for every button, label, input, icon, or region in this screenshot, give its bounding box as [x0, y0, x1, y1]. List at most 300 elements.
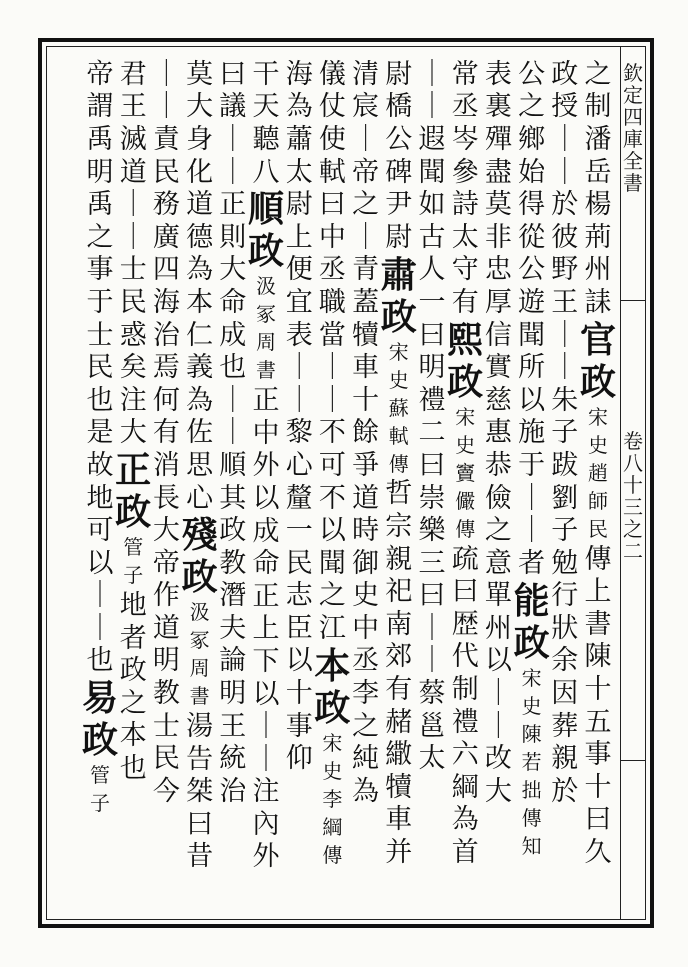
text-char: 恭: [484, 449, 512, 481]
citation-char: 傳: [521, 805, 542, 830]
citation-char: 趙: [588, 460, 608, 485]
text-char: 故: [86, 449, 114, 481]
text-char: 思: [186, 449, 214, 481]
headword-char: 政: [380, 295, 417, 338]
text-char: 碑: [385, 156, 413, 188]
text-char: 明: [152, 645, 180, 677]
text-char: 事: [285, 710, 313, 742]
text-char: 親: [551, 743, 579, 775]
text-char: 曰: [418, 449, 446, 481]
text-char: 常: [451, 58, 479, 90]
text-char: 天: [252, 91, 280, 123]
text-char: 宗: [385, 510, 413, 542]
text-char: 崇: [418, 482, 446, 514]
text-char: 今: [152, 775, 180, 807]
text-char: 莫: [484, 189, 512, 221]
text-char: 二: [418, 417, 446, 449]
text-char: 為: [352, 775, 380, 807]
text-char: 志: [285, 580, 313, 612]
text-char: 有: [385, 673, 413, 705]
text-char: 民: [119, 286, 147, 318]
text-char: 仁: [186, 319, 214, 351]
text-char: 可: [318, 449, 346, 481]
text-char: 惠: [484, 417, 512, 449]
headword-char: 順: [247, 188, 284, 231]
text-char: 不: [318, 482, 346, 514]
text-char: 上: [285, 221, 313, 253]
text-char: 始: [518, 156, 546, 188]
text-char: 湯: [186, 711, 214, 743]
citation-char: 管: [123, 535, 144, 560]
text-char: ｜: [285, 352, 313, 384]
text-char: 十: [352, 384, 380, 416]
text-char: 車: [385, 804, 413, 836]
text-char: 上: [584, 576, 612, 608]
text-char: 從: [518, 221, 546, 253]
text-char: 也: [219, 352, 247, 384]
citation-char: 史: [322, 758, 343, 783]
text-char: 鄉: [518, 123, 546, 155]
citation-char: 冢: [189, 628, 210, 653]
text-char: 得: [518, 189, 546, 221]
headword-char: 政: [314, 686, 351, 729]
text-char: 疏: [451, 543, 479, 575]
text-char: 久: [584, 836, 612, 868]
text-char: 下: [252, 645, 280, 677]
text-char: 陳: [584, 641, 612, 673]
text-char: 身: [186, 123, 214, 155]
text-char: 因: [551, 678, 579, 710]
text-char: 民: [285, 547, 313, 579]
text-char: 消: [152, 449, 180, 481]
text-char: ｜: [219, 384, 247, 416]
text-char: 綱: [451, 771, 479, 803]
citation-char: 周: [189, 656, 210, 681]
text-char: 道: [152, 612, 180, 644]
text-char: 之: [484, 515, 512, 547]
text-char: 施: [518, 417, 546, 449]
citation-char: 宋: [588, 404, 608, 429]
text-char: ｜: [484, 710, 512, 742]
citation-char: 汲: [256, 274, 276, 299]
fish-tail-mark-lower: [620, 760, 646, 761]
text-char: 潘: [584, 123, 612, 155]
citation-char: 知: [521, 833, 542, 858]
text-char: ｜: [219, 417, 247, 449]
text-char: 曰: [584, 804, 612, 836]
text-char: 狀: [551, 612, 579, 644]
text-char: 之: [352, 710, 380, 742]
text-char: ｜: [152, 91, 180, 123]
text-char: 政: [219, 515, 247, 547]
text-char: ｜: [86, 612, 114, 644]
text-char: 於: [551, 775, 579, 807]
text-char: 帝: [86, 58, 114, 90]
text-char: 干: [252, 58, 280, 90]
text-char: 子: [551, 515, 579, 547]
text-char: 事: [86, 254, 114, 286]
text-char: 正: [219, 189, 247, 221]
text-char: 聞: [318, 547, 346, 579]
text-char: 民: [152, 743, 180, 775]
text-char: 太: [418, 743, 446, 775]
text-char: 長: [152, 482, 180, 514]
text-char: 忠: [484, 254, 512, 286]
text-char: 太: [451, 221, 479, 253]
chapter-label-char: 八: [623, 451, 643, 475]
text-char: 尉: [385, 221, 413, 253]
text-char: 禹: [86, 189, 114, 221]
text-char: ｜: [352, 221, 380, 253]
text-char: ｜: [219, 123, 247, 155]
text-char: 厚: [484, 286, 512, 318]
text-char: 昔: [186, 841, 214, 873]
text-char: 聞: [518, 319, 546, 351]
text-char: 六: [451, 739, 479, 771]
chapter-label-char: 三: [623, 495, 643, 519]
text-char: 士: [86, 319, 114, 351]
text-char: 餘: [352, 417, 380, 449]
text-char: 本: [119, 720, 147, 752]
headword-char: 官: [579, 318, 616, 361]
text-char: 公: [518, 254, 546, 286]
text-char: 責: [152, 123, 180, 155]
text-char: 為: [451, 804, 479, 836]
text-column-16: [80, 58, 120, 914]
text-char: ｜: [352, 123, 380, 155]
text-char: 外: [252, 841, 280, 873]
text-char: ｜: [418, 612, 446, 644]
text-char: 外: [252, 450, 280, 482]
text-char: 一: [285, 515, 313, 547]
text-char: 成: [219, 319, 247, 351]
text-char: 意: [484, 547, 512, 579]
text-char: ｜: [518, 515, 546, 547]
text-char: 勉: [551, 547, 579, 579]
text-char: 御: [352, 547, 380, 579]
citation-char: 傳: [322, 842, 343, 867]
text-char: 尹: [385, 189, 413, 221]
text-char: 公: [518, 58, 546, 90]
text-char: 莫: [186, 58, 214, 90]
text-char: 余: [551, 645, 579, 677]
text-char: 蕭: [285, 123, 313, 155]
text-char: 使: [318, 123, 346, 155]
citation-char: 書: [189, 684, 210, 709]
text-char: 蔡: [418, 678, 446, 710]
text-char: 是: [86, 417, 114, 449]
text-char: 治: [152, 319, 180, 351]
text-char: 王: [551, 286, 579, 318]
text-char: 表: [484, 58, 512, 90]
headword-char: 熙: [447, 318, 484, 361]
book-title-char: 書: [623, 171, 643, 195]
citation-char: 史: [588, 432, 608, 457]
text-char: 并: [385, 836, 413, 868]
text-char: 有: [451, 286, 479, 318]
text-char: 地: [86, 482, 114, 514]
text-char: 實: [484, 352, 512, 384]
book-title-char: 欽: [623, 61, 643, 85]
text-char: ｜: [152, 58, 180, 90]
text-char: 之: [318, 580, 346, 612]
text-char: 心: [186, 482, 214, 514]
text-char: 改: [484, 743, 512, 775]
text-char: 于: [518, 449, 546, 481]
text-char: ｜: [518, 482, 546, 514]
text-char: ｜: [318, 352, 346, 384]
text-char: 犢: [385, 771, 413, 803]
text-char: 上: [252, 613, 280, 645]
text-char: 黎: [285, 417, 313, 449]
text-char: 太: [285, 156, 313, 188]
text-char: 表: [285, 319, 313, 351]
citation-char: 宋: [388, 339, 409, 364]
text-char: 時: [352, 515, 380, 547]
text-char: 之: [518, 91, 546, 123]
text-char: 也: [86, 645, 114, 677]
text-char: 州: [584, 254, 612, 286]
text-char: 五: [584, 706, 612, 738]
text-char: 如: [418, 189, 446, 221]
headword-char: 本: [314, 644, 351, 687]
text-char: 楊: [584, 189, 612, 221]
text-char: 大: [152, 515, 180, 547]
text-char: 爭: [352, 449, 380, 481]
text-char: 職: [318, 286, 346, 318]
text-char: ｜: [219, 156, 247, 188]
text-char: ｜: [418, 645, 446, 677]
text-char: 命: [219, 286, 247, 318]
text-char: 大: [219, 254, 247, 286]
text-char: ｜: [252, 711, 280, 743]
citation-char: 史: [455, 432, 476, 457]
text-char: 曰: [219, 58, 247, 90]
text-char: 親: [385, 543, 413, 575]
text-char: 橋: [385, 91, 413, 123]
text-char: 順: [219, 449, 247, 481]
text-char: 丞: [318, 254, 346, 286]
text-char: 荊: [584, 221, 612, 253]
text-char: 之: [584, 58, 612, 90]
headword-char: 政: [513, 621, 550, 664]
text-char: 正: [252, 385, 280, 417]
book-title-char: 定: [623, 83, 643, 107]
text-char: 以: [318, 515, 346, 547]
text-char: 務: [152, 189, 180, 221]
text-char: 道: [186, 189, 214, 221]
text-char: 以: [484, 645, 512, 677]
headword-char: 政: [181, 556, 218, 599]
text-char: 盡: [484, 156, 512, 188]
text-char: 代: [451, 641, 479, 673]
text-char: 士: [119, 254, 147, 286]
chapter-label-char: 十: [623, 473, 643, 497]
citation-char: 李: [322, 786, 343, 811]
text-char: 告: [186, 743, 214, 775]
text-char: 海: [285, 58, 313, 90]
text-char: 士: [152, 710, 180, 742]
text-char: 遐: [418, 123, 446, 155]
text-char: 便: [285, 254, 313, 286]
text-char: 政: [551, 58, 579, 90]
text-char: 三: [418, 547, 446, 579]
text-char: 帝: [352, 156, 380, 188]
book-title: [621, 62, 645, 194]
text-char: 者: [119, 622, 147, 654]
text-char: 邕: [418, 710, 446, 742]
text-char: 一: [418, 286, 446, 318]
text-char: 為: [285, 91, 313, 123]
text-char: 為: [186, 254, 214, 286]
text-char: 也: [86, 384, 114, 416]
text-char: 書: [584, 608, 612, 640]
text-char: 十: [584, 771, 612, 803]
text-char: 彼: [551, 221, 579, 253]
text-char: 廣: [152, 221, 180, 253]
text-char: 儀: [318, 58, 346, 90]
text-char: 仰: [285, 743, 313, 775]
headword-char: 政: [579, 360, 616, 403]
text-char: ｜: [318, 384, 346, 416]
text-char: ｜: [119, 189, 147, 221]
text-char: 李: [352, 678, 380, 710]
text-char: 行: [551, 580, 579, 612]
text-char: 郊: [385, 641, 413, 673]
text-char: ｜: [252, 743, 280, 775]
headword-char: 能: [513, 579, 550, 622]
text-char: 教: [152, 678, 180, 710]
citation-char: 子: [123, 563, 144, 588]
headword-char: 政: [247, 230, 284, 273]
text-char: 教: [219, 547, 247, 579]
text-char: 大: [186, 91, 214, 123]
chapter-label-char: 二: [623, 539, 643, 563]
text-char: 儉: [484, 482, 512, 514]
headword-char: 正: [115, 449, 152, 492]
text-char: 以: [252, 482, 280, 514]
citation-char: 陳: [521, 721, 542, 746]
citation-char: 宋: [455, 404, 476, 429]
citation-char: 拙: [521, 777, 542, 802]
text-char: 所: [518, 352, 546, 384]
text-char: 制: [451, 673, 479, 705]
text-char: ｜: [119, 221, 147, 253]
text-char: 歴: [451, 608, 479, 640]
text-char: 者: [518, 547, 546, 579]
text-char: 哲: [385, 478, 413, 510]
citation-char: 史: [521, 693, 542, 718]
text-char: 焉: [152, 352, 180, 384]
text-char: 注: [119, 384, 147, 416]
citation-char: 宋: [322, 730, 343, 755]
citation-char: 汲: [189, 600, 210, 625]
text-char: 當: [318, 319, 346, 351]
text-char: 地: [119, 589, 147, 621]
text-char: 蓋: [352, 286, 380, 318]
citation-char: 蘇: [388, 395, 409, 420]
text-char: 人: [418, 254, 446, 286]
text-char: 宸: [352, 91, 380, 123]
fish-tail-mark-upper: [620, 300, 646, 301]
citation-char: 若: [521, 749, 542, 774]
text-char: 曰: [451, 576, 479, 608]
citation-char: 軾: [388, 423, 409, 448]
text-char: 潛: [219, 580, 247, 612]
text-char: 禮: [451, 706, 479, 738]
book-title-char: 全: [623, 149, 643, 173]
text-char: 中: [252, 417, 280, 449]
text-char: 詩: [451, 189, 479, 221]
text-char: 八: [252, 156, 280, 188]
text-char: 子: [551, 417, 579, 449]
text-char: 道: [119, 156, 147, 188]
text-char: 古: [418, 221, 446, 253]
text-char: 明: [418, 352, 446, 384]
text-char: 可: [86, 515, 114, 547]
text-char: 州: [484, 612, 512, 644]
text-char: 明: [86, 156, 114, 188]
text-char: 十: [285, 678, 313, 710]
text-char: 則: [219, 221, 247, 253]
text-char: 論: [219, 645, 247, 677]
text-char: 傳: [584, 543, 612, 575]
text-char: 公: [385, 123, 413, 155]
text-char: ｜: [551, 352, 579, 384]
book-title-char: 四: [623, 105, 643, 129]
chapter-label-char: 卷: [623, 429, 643, 453]
book-title-char: 庫: [623, 127, 643, 151]
text-char: 信: [484, 319, 512, 351]
text-char: 王: [119, 91, 147, 123]
text-char: 佐: [186, 417, 214, 449]
text-char: 青: [352, 254, 380, 286]
chapter-label: [621, 430, 645, 562]
text-char: 以: [86, 547, 114, 579]
text-char: 聽: [252, 123, 280, 155]
text-char: 葬: [551, 710, 579, 742]
text-char: 清: [352, 58, 380, 90]
text-char: 車: [352, 352, 380, 384]
text-char: 四: [152, 254, 180, 286]
citation-char: 宋: [521, 665, 542, 690]
text-char: 命: [252, 548, 280, 580]
headword-char: 政: [447, 360, 484, 403]
text-char: 尉: [385, 58, 413, 90]
text-char: 慈: [484, 384, 512, 416]
text-char: 大: [484, 775, 512, 807]
text-char: 桀: [186, 776, 214, 808]
text-char: 岳: [584, 156, 612, 188]
text-char: 帝: [152, 547, 180, 579]
text-char: 民: [152, 156, 180, 188]
headword-char: 政: [81, 719, 118, 762]
text-char: 樂: [418, 515, 446, 547]
text-char: 繖: [385, 739, 413, 771]
text-char: 曰: [418, 319, 446, 351]
text-char: 心: [285, 449, 313, 481]
text-char: 釐: [285, 482, 313, 514]
text-char: 曰: [418, 580, 446, 612]
text-char: 誄: [584, 286, 612, 318]
text-char: 義: [186, 352, 214, 384]
text-char: 之: [86, 221, 114, 253]
text-char: 於: [551, 189, 579, 221]
text-char: 之: [352, 189, 380, 221]
text-char: 王: [219, 710, 247, 742]
headword-char: 政: [115, 491, 152, 534]
text-char: 惑: [119, 319, 147, 351]
